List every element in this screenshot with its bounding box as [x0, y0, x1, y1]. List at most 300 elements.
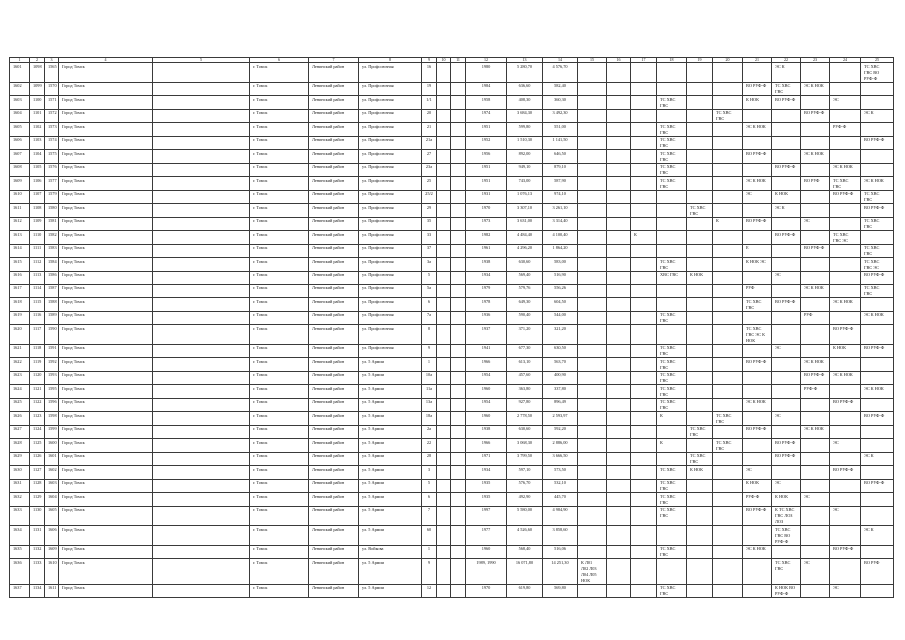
table-row: [10, 63, 894, 83]
cell-col-25: [861, 298, 894, 312]
cell-col-11: [451, 311, 466, 325]
cell-col-15: [578, 479, 607, 493]
cell-col-11: [451, 358, 466, 372]
cell-living-area: 2 593,97: [543, 412, 578, 426]
cell-col-25: [861, 439, 894, 453]
cell-locality: г. Томск: [250, 559, 309, 585]
cell-house-number: 1/1: [422, 96, 437, 110]
cell-col-20: [713, 284, 743, 298]
cell-build-year: 1954: [466, 398, 507, 412]
cell-record-id: 1105: [30, 163, 45, 177]
cell-total-area: 1 510,30: [507, 136, 543, 150]
cell-col-24: [830, 109, 861, 123]
cell-col-17: [631, 506, 657, 526]
cell-total-area: 3 307,10: [507, 204, 543, 218]
table-row: [10, 217, 894, 231]
cell-col-11: [451, 258, 466, 272]
cell-record-id: 1131: [30, 526, 45, 546]
cell-build-year: 1938: [466, 425, 507, 439]
cell-col-22: [772, 371, 801, 385]
cell-col-23: [801, 439, 830, 453]
cell-col-22: ТС ХВС ГВС: [772, 82, 801, 96]
cell-object-code: 1601: [45, 452, 59, 466]
cell-col-23: [801, 526, 830, 546]
cell-col-19: [687, 506, 713, 526]
cell-street: ул. Профсоюзная: [359, 136, 422, 150]
cell-city: Город Томск: [59, 439, 153, 453]
cell-city: Город Томск: [59, 398, 153, 412]
cell-house-number: 25/2: [422, 190, 437, 204]
cell-col-22: [772, 136, 801, 150]
cell-living-area: 337,80: [543, 385, 578, 399]
cell-object-code: 1586: [45, 271, 59, 284]
cell-col-17: [631, 177, 657, 191]
cell-region: [153, 493, 250, 507]
cell-col-16: [607, 506, 631, 526]
cell-build-year: 1966: [466, 358, 507, 372]
cell-living-area: 563,70: [543, 358, 578, 372]
cell-object-code: 1565: [45, 63, 59, 83]
cell-col-18: [657, 82, 687, 96]
cell-col-24: [830, 311, 861, 325]
cell-build-year: 1974: [466, 109, 507, 123]
cell-col-23: [801, 258, 830, 272]
column-number-7: 7: [309, 58, 359, 63]
cell-district: Ленинский район: [309, 96, 359, 110]
cell-col-17: [631, 271, 657, 284]
cell-col-18: ТС ХВС ГВС: [657, 163, 687, 177]
cell-total-area: 927,80: [507, 398, 543, 412]
cell-living-area: 592,20: [543, 425, 578, 439]
cell-col-21: РУФ-Ф: [743, 493, 772, 507]
cell-build-year: 1937: [466, 325, 507, 345]
cell-col-19: [687, 398, 713, 412]
cell-street: ул. Профсоюзная: [359, 325, 422, 345]
cell-living-area: 604,50: [543, 298, 578, 312]
cell-record-id: 1127: [30, 466, 45, 479]
cell-col-20: [713, 358, 743, 372]
table-row: [10, 204, 894, 218]
cell-col-20: [713, 96, 743, 110]
cell-locality: г. Томск: [250, 493, 309, 507]
cell-col-24: [830, 559, 861, 585]
column-number-22: 22: [772, 58, 801, 63]
cell-house-number: 22: [422, 439, 437, 453]
cell-living-area: 321,20: [543, 325, 578, 345]
cell-district: Ленинский район: [309, 466, 359, 479]
cell-col-15: [578, 96, 607, 110]
cell-col-20: [713, 150, 743, 164]
cell-col-19: [687, 545, 713, 559]
cell-city: Город Томск: [59, 258, 153, 272]
cell-col-20: [713, 163, 743, 177]
cell-col-24: [830, 63, 861, 83]
cell-row-number: 1606: [10, 136, 30, 150]
cell-col-10: [437, 109, 451, 123]
cell-col-20: ТС ХВС ГВС: [713, 109, 743, 123]
cell-col-21: ЭС К НОК: [743, 177, 772, 191]
cell-row-number: 1626: [10, 412, 30, 426]
cell-col-21: ВО РУФ-Ф: [743, 425, 772, 439]
cell-locality: г. Томск: [250, 82, 309, 96]
cell-col-15: [578, 412, 607, 426]
cell-region: [153, 82, 250, 96]
cell-col-24: ВО РУФ-Ф: [830, 466, 861, 479]
cell-district: Ленинский район: [309, 311, 359, 325]
cell-row-number: 1629: [10, 452, 30, 466]
cell-col-16: [607, 136, 631, 150]
cell-living-area: 4 984,90: [543, 506, 578, 526]
cell-street: ул. Профсоюзная: [359, 109, 422, 123]
cell-col-22: [772, 398, 801, 412]
cell-record-id: 1122: [30, 398, 45, 412]
cell-region: [153, 136, 250, 150]
cell-district: Ленинский район: [309, 244, 359, 258]
cell-district: Ленинский район: [309, 231, 359, 245]
cell-col-18: [657, 63, 687, 83]
cell-record-id: 1113: [30, 271, 45, 284]
cell-col-16: [607, 412, 631, 426]
cell-street: ул. 5 Армии: [359, 439, 422, 453]
cell-city: Город Томск: [59, 231, 153, 245]
cell-row-number: 1619: [10, 311, 30, 325]
cell-record-id: 1104: [30, 150, 45, 164]
cell-col-10: [437, 123, 451, 137]
cell-col-11: [451, 231, 466, 245]
cell-col-25: ТС ХВС ГВС: [861, 284, 894, 298]
cell-col-16: [607, 82, 631, 96]
cell-living-area: 400,90: [543, 371, 578, 385]
cell-locality: г. Томск: [250, 506, 309, 526]
cell-col-11: [451, 385, 466, 399]
cell-col-20: [713, 177, 743, 191]
cell-col-19: [687, 584, 713, 598]
cell-build-year: 1970: [466, 584, 507, 598]
table-row: [10, 190, 894, 204]
cell-col-22: ВО РУФ-Ф: [772, 231, 801, 245]
cell-house-number: 37: [422, 244, 437, 258]
cell-build-year: 1952: [466, 136, 507, 150]
cell-col-19: [687, 358, 713, 372]
cell-city: Город Томск: [59, 466, 153, 479]
cell-col-19: [687, 150, 713, 164]
cell-col-15: [578, 298, 607, 312]
cell-col-25: ВО РУФ-Ф: [861, 344, 894, 358]
cell-district: Ленинский район: [309, 452, 359, 466]
cell-col-16: [607, 109, 631, 123]
cell-district: Ленинский район: [309, 358, 359, 372]
cell-col-24: [830, 479, 861, 493]
cell-object-code: 1592: [45, 358, 59, 372]
cell-col-11: [451, 493, 466, 507]
cell-record-id: 1124: [30, 425, 45, 439]
cell-col-23: [801, 452, 830, 466]
cell-col-17: [631, 412, 657, 426]
cell-col-18: [657, 284, 687, 298]
cell-build-year: 1951: [466, 123, 507, 137]
cell-region: [153, 452, 250, 466]
cell-col-16: [607, 385, 631, 399]
cell-total-area: 457,60: [507, 371, 543, 385]
table-row: [10, 479, 894, 493]
cell-col-16: [607, 358, 631, 372]
cell-col-10: [437, 344, 451, 358]
cell-col-19: [687, 177, 713, 191]
cell-city: Город Томск: [59, 325, 153, 345]
cell-col-18: [657, 190, 687, 204]
cell-district: Ленинский район: [309, 150, 359, 164]
cell-col-15: [578, 258, 607, 272]
cell-col-10: [437, 258, 451, 272]
cell-row-number: 1637: [10, 584, 30, 598]
cell-house-number: 21а: [422, 136, 437, 150]
cell-total-area: 599,80: [507, 123, 543, 137]
cell-col-22: [772, 217, 801, 231]
cell-col-18: [657, 298, 687, 312]
cell-col-25: [861, 493, 894, 507]
column-number-5: 5: [153, 58, 250, 63]
cell-locality: г. Томск: [250, 466, 309, 479]
cell-col-22: [772, 385, 801, 399]
cell-col-22: К НОК: [772, 190, 801, 204]
cell-region: [153, 526, 250, 546]
cell-row-number: 1607: [10, 150, 30, 164]
cell-col-16: [607, 123, 631, 137]
column-number-25: 25: [861, 58, 894, 63]
cell-living-area: 3 666,50: [543, 452, 578, 466]
cell-col-10: [437, 82, 451, 96]
cell-col-18: [657, 244, 687, 258]
cell-region: [153, 258, 250, 272]
cell-col-22: [772, 311, 801, 325]
cell-col-11: [451, 545, 466, 559]
cell-col-23: РУФ-Ф: [801, 385, 830, 399]
cell-district: Ленинский район: [309, 271, 359, 284]
cell-col-16: [607, 163, 631, 177]
cell-col-20: [713, 425, 743, 439]
cell-district: Ленинский район: [309, 298, 359, 312]
cell-col-17: [631, 385, 657, 399]
cell-build-year: 1935: [466, 479, 507, 493]
cell-col-10: [437, 425, 451, 439]
cell-col-25: [861, 358, 894, 372]
cell-col-24: [830, 150, 861, 164]
housing-registry-table: [9, 57, 894, 598]
cell-col-18: ТС ХВС ГВС: [657, 479, 687, 493]
cell-col-21: [743, 385, 772, 399]
cell-col-10: [437, 63, 451, 83]
cell-col-16: [607, 298, 631, 312]
cell-col-16: [607, 217, 631, 231]
cell-col-16: [607, 439, 631, 453]
cell-col-21: ВО РУФ-Ф: [743, 82, 772, 96]
cell-region: [153, 479, 250, 493]
cell-record-id: 1109: [30, 217, 45, 231]
cell-build-year: 1951: [466, 163, 507, 177]
cell-locality: г. Томск: [250, 231, 309, 245]
cell-district: Ленинский район: [309, 109, 359, 123]
cell-col-16: [607, 466, 631, 479]
cell-total-area: 576,70: [507, 479, 543, 493]
cell-object-code: 1582: [45, 231, 59, 245]
cell-col-10: [437, 452, 451, 466]
cell-street: ул. Профсоюзная: [359, 231, 422, 245]
cell-col-16: [607, 545, 631, 559]
cell-region: [153, 231, 250, 245]
cell-district: Ленинский район: [309, 584, 359, 598]
cell-street: ул. Профсоюзная: [359, 163, 422, 177]
cell-col-10: [437, 244, 451, 258]
cell-row-number: 1624: [10, 385, 30, 399]
cell-col-11: [451, 190, 466, 204]
column-number-14: 14: [543, 58, 578, 63]
cell-col-11: [451, 298, 466, 312]
cell-total-area: 2 778,50: [507, 412, 543, 426]
cell-object-code: 1587: [45, 284, 59, 298]
cell-build-year: 1978: [466, 298, 507, 312]
cell-col-19: [687, 479, 713, 493]
cell-col-19: [687, 371, 713, 385]
cell-build-year: 1970: [466, 204, 507, 218]
cell-col-15: [578, 177, 607, 191]
cell-col-16: [607, 258, 631, 272]
cell-record-id: 1110: [30, 231, 45, 245]
table-row: [10, 163, 894, 177]
cell-street: ул. 5 Армии: [359, 398, 422, 412]
cell-city: Город Томск: [59, 425, 153, 439]
cell-total-area: 630,60: [507, 258, 543, 272]
table-row: [10, 385, 894, 399]
cell-object-code: 1576: [45, 163, 59, 177]
cell-living-area: 3 261,10: [543, 204, 578, 218]
cell-record-id: 1119: [30, 358, 45, 372]
cell-col-11: [451, 123, 466, 137]
cell-col-20: [713, 298, 743, 312]
column-number-4: 4: [59, 58, 153, 63]
cell-col-23: [801, 271, 830, 284]
cell-build-year: 1954: [466, 371, 507, 385]
cell-col-15: К Л01 Л02 Л03 Л04 Л05 НОК: [578, 559, 607, 585]
cell-city: Город Томск: [59, 123, 153, 137]
cell-region: [153, 190, 250, 204]
cell-region: [153, 63, 250, 83]
cell-house-number: 9: [422, 559, 437, 585]
cell-district: Ленинский район: [309, 284, 359, 298]
cell-col-16: [607, 479, 631, 493]
cell-record-id: 1121: [30, 385, 45, 399]
cell-col-15: [578, 325, 607, 345]
table-row: [10, 82, 894, 96]
table-row: [10, 466, 894, 479]
cell-col-20: [713, 82, 743, 96]
cell-house-number: 28: [422, 452, 437, 466]
cell-col-11: [451, 371, 466, 385]
cell-total-area: 949,10: [507, 163, 543, 177]
cell-region: [153, 109, 250, 123]
cell-house-number: 5а: [422, 284, 437, 298]
cell-col-15: [578, 190, 607, 204]
cell-col-23: ЭС К НОК: [801, 82, 830, 96]
cell-row-number: 1627: [10, 425, 30, 439]
cell-street: ул. Профсоюзная: [359, 96, 422, 110]
cell-living-area: 573,50: [543, 466, 578, 479]
cell-col-22: ВО РУФ-Ф: [772, 298, 801, 312]
cell-col-23: ВО РУФ-Ф: [801, 244, 830, 258]
cell-street: ул. Профсоюзная: [359, 190, 422, 204]
cell-col-15: [578, 584, 607, 598]
cell-col-22: [772, 325, 801, 345]
column-number-15: 15: [578, 58, 607, 63]
column-number-20: 20: [713, 58, 743, 63]
cell-col-15: [578, 506, 607, 526]
cell-col-10: [437, 439, 451, 453]
cell-col-21: [743, 63, 772, 83]
cell-record-id: 1106: [30, 177, 45, 191]
cell-object-code: 1604: [45, 493, 59, 507]
cell-locality: г. Томск: [250, 109, 309, 123]
table-row: [10, 123, 894, 137]
cell-col-21: ВО РУФ-Ф: [743, 506, 772, 526]
cell-col-15: [578, 163, 607, 177]
cell-col-15: [578, 358, 607, 372]
cell-locality: г. Томск: [250, 479, 309, 493]
cell-col-18: [657, 231, 687, 245]
cell-col-15: [578, 82, 607, 96]
cell-row-number: 1603: [10, 96, 30, 110]
cell-total-area: 1 076,13: [507, 190, 543, 204]
cell-col-20: [713, 398, 743, 412]
cell-col-22: [772, 284, 801, 298]
cell-col-17: [631, 244, 657, 258]
cell-district: Ленинский район: [309, 123, 359, 137]
cell-object-code: 1606: [45, 526, 59, 546]
cell-col-10: [437, 385, 451, 399]
cell-col-18: [657, 325, 687, 345]
cell-col-16: [607, 344, 631, 358]
cell-living-area: 879,10: [543, 163, 578, 177]
cell-city: Город Томск: [59, 63, 153, 83]
cell-street: ул. Профсоюзная: [359, 311, 422, 325]
cell-col-19: [687, 96, 713, 110]
cell-col-25: ЭС К: [861, 452, 894, 466]
cell-locality: г. Томск: [250, 545, 309, 559]
cell-object-code: 1577: [45, 177, 59, 191]
cell-col-18: [657, 559, 687, 585]
cell-col-10: [437, 493, 451, 507]
cell-street: ул. 5 Армии: [359, 358, 422, 372]
cell-object-code: 1593: [45, 371, 59, 385]
cell-city: Город Томск: [59, 244, 153, 258]
cell-col-21: ЭС К НОК: [743, 123, 772, 137]
cell-total-area: 16 071,80: [507, 559, 543, 585]
cell-record-id: 1116: [30, 311, 45, 325]
cell-col-20: [713, 493, 743, 507]
cell-col-25: ЭС К НОК: [861, 385, 894, 399]
cell-region: [153, 466, 250, 479]
cell-locality: г. Томск: [250, 150, 309, 164]
cell-total-area: 590,40: [507, 311, 543, 325]
cell-col-22: ЭС К: [772, 204, 801, 218]
cell-col-16: [607, 150, 631, 164]
cell-district: Ленинский район: [309, 526, 359, 546]
cell-total-area: 649,30: [507, 298, 543, 312]
cell-house-number: 29: [422, 204, 437, 218]
cell-row-number: 1609: [10, 177, 30, 191]
cell-build-year: 1960: [466, 412, 507, 426]
cell-district: Ленинский район: [309, 493, 359, 507]
cell-col-10: [437, 545, 451, 559]
cell-col-17: [631, 493, 657, 507]
